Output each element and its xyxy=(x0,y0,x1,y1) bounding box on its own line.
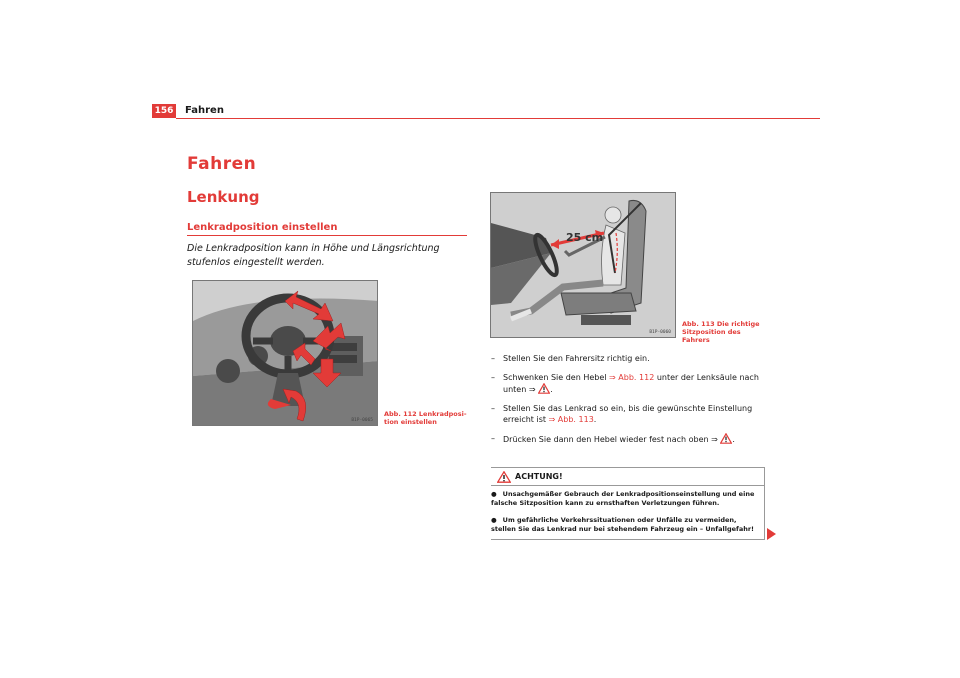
warning-triangle-icon xyxy=(497,471,511,483)
subsection-title: Lenkradposition einstellen xyxy=(187,222,338,233)
ref-arrow: ⇒ xyxy=(528,385,536,394)
step-text: Stellen Sie den Fahrersitz richtig ein. xyxy=(503,354,650,363)
figure-code: B1P-0060 xyxy=(649,330,671,335)
bullet-icon: ● xyxy=(491,516,497,524)
ref-arrow: ⇒ xyxy=(609,373,616,382)
bullet-icon: ● xyxy=(491,490,497,498)
step-item xyxy=(491,353,771,364)
step-text: Stellen Sie das Lenkrad so ein, bis die gewünschte Einstellung erreicht ist xyxy=(503,404,753,424)
step-dash: – xyxy=(491,373,495,382)
header-rule xyxy=(176,118,820,119)
step-item xyxy=(491,433,771,445)
step-text: Drücken Sie dann den Hebel wieder fest nach oben xyxy=(503,435,712,444)
instruction-steps xyxy=(491,353,771,453)
section-title: Lenkung xyxy=(187,188,260,206)
running-header: Fahren xyxy=(185,105,224,116)
warning-triangle-icon[interactable] xyxy=(538,383,550,394)
warning-box xyxy=(491,467,765,540)
step-item xyxy=(491,403,771,425)
step-item xyxy=(491,372,771,395)
figure-caption: Abb. 112 Lenkradposi-tion einstellen xyxy=(384,410,467,426)
ref-arrow: ⇒ xyxy=(711,435,718,444)
step-text: . xyxy=(593,415,597,424)
figure-seat-position xyxy=(490,192,676,338)
page-number: 156 xyxy=(152,104,176,118)
figure-reference-link[interactable]: Abb. 112 xyxy=(618,373,655,382)
subsection-rule xyxy=(187,235,467,236)
warning-item xyxy=(491,490,763,508)
continue-arrow-icon xyxy=(767,528,776,540)
warning-triangle-icon[interactable] xyxy=(720,433,732,444)
figure-reference-link[interactable]: Abb. 113 xyxy=(557,415,594,424)
step-text: unter der Lenksäule nach unten xyxy=(503,373,759,394)
seating-illustration xyxy=(491,193,676,338)
warning-text: Um gefährliche Verkehrssituationen oder Unfälle zu vermeiden, stellen Sie das Lenkrad nur bei stehendem Fahrzeug ein – Unfallgefahr! xyxy=(491,516,755,533)
warning-label: ACHTUNG! xyxy=(515,472,563,481)
intro-text: Die Lenkradposition kann in Höhe und Längsrichtung stufenlos eingestellt werden. xyxy=(187,243,440,268)
ref-arrow: ⇒ xyxy=(548,415,556,424)
distance-label: 25 cm xyxy=(566,231,604,244)
warning-header xyxy=(491,468,764,486)
step-dash: – xyxy=(491,354,495,363)
warning-item xyxy=(491,516,763,534)
step-text: . xyxy=(550,385,553,394)
figure-caption: Abb. 113 Die richtige Sitzposition des Fahrers xyxy=(682,320,760,344)
warning-text: Unsachgemäßer Gebrauch der Lenkradpositionseinstellung und eine falsche Sitzposition kann zu ernsthaften Verletzungen führen. xyxy=(491,490,755,507)
figure-steering-adjustment xyxy=(192,280,378,426)
chapter-title: Fahren xyxy=(187,154,257,174)
step-dash: – xyxy=(491,434,495,443)
steering-illustration xyxy=(193,281,378,426)
step-text: Schwenken Sie den Hebel xyxy=(503,373,610,382)
step-dash: – xyxy=(491,404,495,413)
step-text: . xyxy=(732,435,735,444)
figure-code: B1P-0065 xyxy=(351,418,373,423)
